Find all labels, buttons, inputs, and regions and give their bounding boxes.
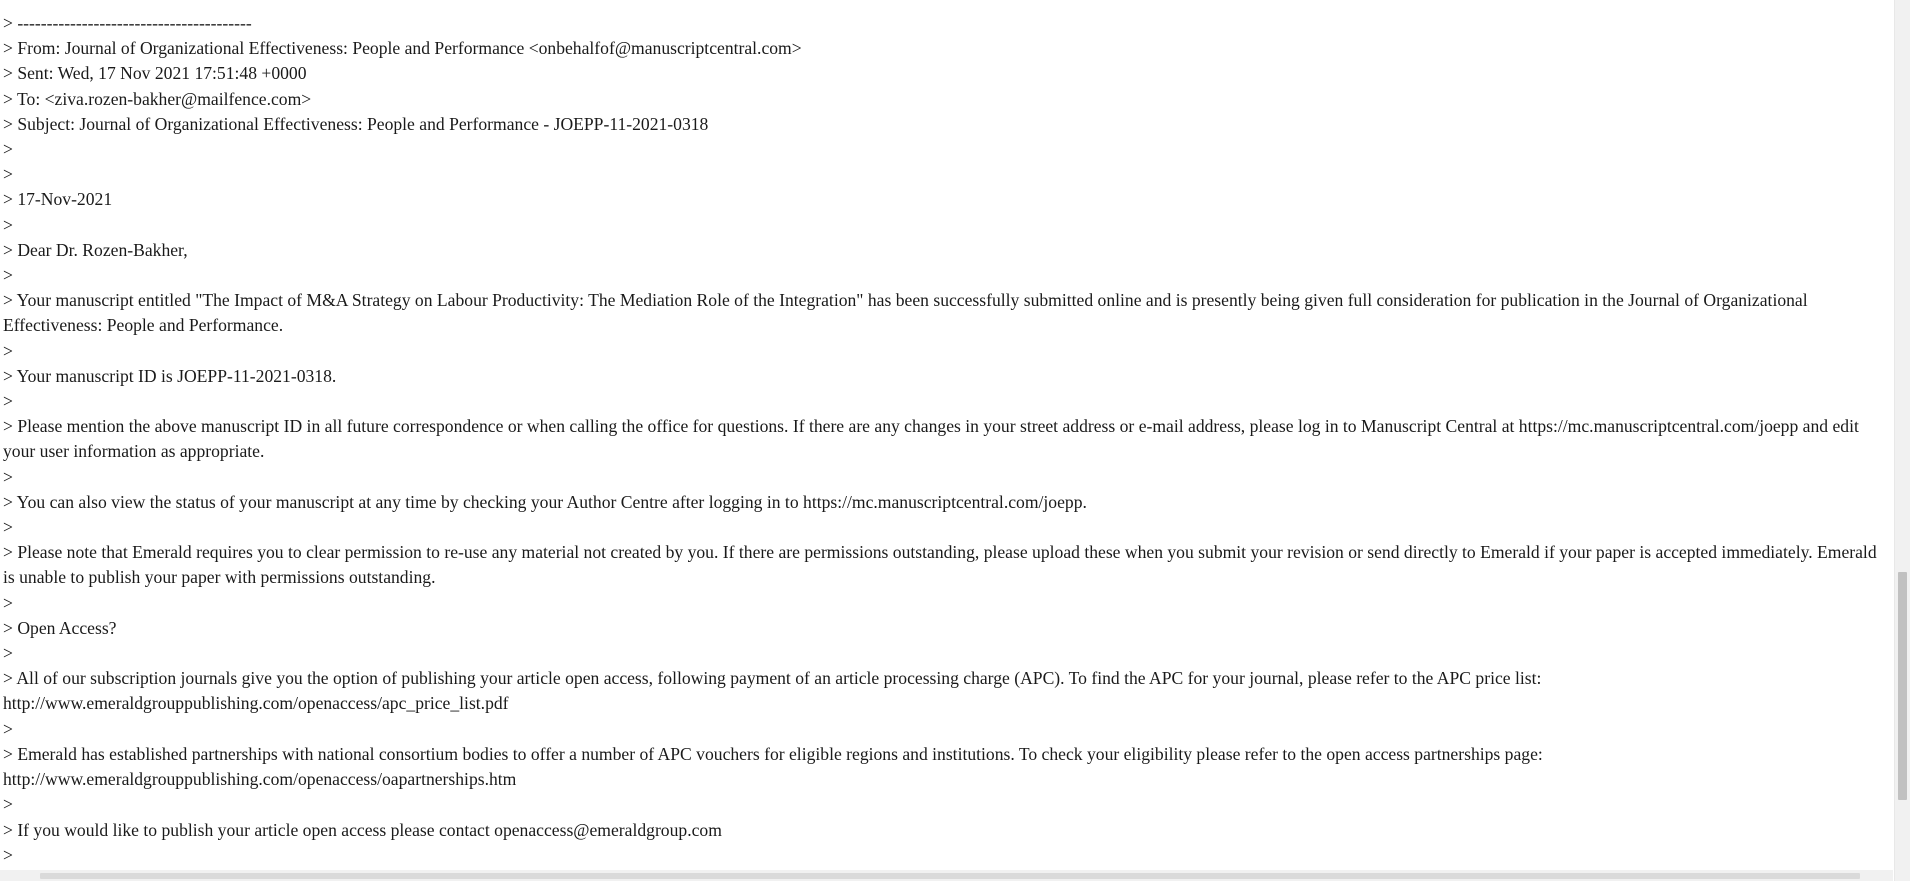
- quote-marker-line: >: [3, 794, 13, 815]
- quoted-from-line: > From: Journal of Organizational Effectiveness: People and Performance <onbehalfof@manuscriptcentral.com>: [3, 38, 802, 59]
- paragraph-author-centre: > You can also view the status of your manuscript at any time by checking your Author Centre after logging in to https://mc.manuscriptcentral.com/joepp.: [3, 491, 1087, 512]
- quote-marker-line: >: [3, 718, 13, 739]
- letter-date: > 17-Nov-2021: [3, 189, 113, 210]
- quote-marker-line: >: [3, 139, 13, 160]
- quote-marker-line: >: [3, 265, 13, 286]
- horizontal-scrollbar[interactable]: [0, 870, 1893, 881]
- paragraph-partnerships: > Emerald has established partnerships with national consortium bodies to offer a number of APC vouchers for eligible regions and institutions. To check your eligibility please refer to the open access partnerships page: http://www.emeraldgrouppublishing.com/openaccess/oapartnerships.htm: [3, 743, 1548, 790]
- quoted-message-body: [3, 11, 1883, 881]
- quoted-to-line: > To: <ziva.rozen-bakher@mailfence.com>: [3, 88, 312, 109]
- quote-marker-line: >: [3, 214, 13, 235]
- quoted-subject-line: > Subject: Journal of Organizational Effectiveness: People and Performance - JOEPP-11-2021-0318: [3, 113, 709, 134]
- horizontal-scrollbar-thumb[interactable]: [40, 873, 1860, 879]
- quote-marker-line: >: [3, 466, 13, 487]
- quote-marker-line: >: [3, 391, 13, 412]
- paragraph-manuscript-id: > Your manuscript ID is JOEPP-11-2021-0318.: [3, 365, 337, 386]
- quote-marker-line: >: [3, 844, 13, 865]
- paragraph-permissions: > Please note that Emerald requires you to clear permission to re-use any material not created by you. If there are permissions outstanding, please upload these when you submit your revision or send directly to Emerald if your paper is accepted immediately. Emerald is unable to publish your paper with permissions outstanding.: [3, 542, 1882, 588]
- quoted-separator: > ----------------------------------------: [3, 13, 252, 33]
- paragraph-contact-open-access: > If you would like to publish your article open access please contact openaccess@emeraldgroup.com: [3, 819, 722, 840]
- quoted-sent-line: > Sent: Wed, 17 Nov 2021 17:51:48 +0000: [3, 63, 307, 84]
- paragraph-correspondence: > Please mention the above manuscript ID in all future correspondence or when calling the office for questions. If there are any changes in your street address or e-mail address, please log in to Manuscript Central at https://mc.manuscriptcentral.com/joepp and edit your user information as appropriate.: [3, 416, 1864, 462]
- heading-open-access: > Open Access?: [3, 617, 117, 638]
- letter-salutation: > Dear Dr. Rozen-Bakher,: [3, 239, 188, 260]
- quote-marker-line: >: [3, 340, 13, 361]
- quote-marker-line: >: [3, 164, 13, 185]
- quote-marker-line: >: [3, 643, 13, 664]
- vertical-scrollbar-thumb[interactable]: [1898, 572, 1907, 800]
- paragraph-apc-price-list: > All of our subscription journals give you the option of publishing your article open access, following payment of an article processing charge (APC). To find the APC for your journal, please refer to the APC price list: http://www.emeraldgrouppublishing.com/openaccess/apc_price_list.pdf: [3, 668, 1546, 714]
- paragraph-submission-confirmation: > Your manuscript entitled "The Impact of M&A Strategy on Labour Productivity: The Mediation Role of the Integration" has been successfully submitted online and is presently being given full consideration for publication in the Journal of Organizational Effectiveness: People and Performance.: [3, 290, 1813, 336]
- quote-marker-line: >: [3, 517, 13, 538]
- vertical-scrollbar[interactable]: [1894, 0, 1910, 881]
- quote-marker-line: >: [3, 592, 13, 613]
